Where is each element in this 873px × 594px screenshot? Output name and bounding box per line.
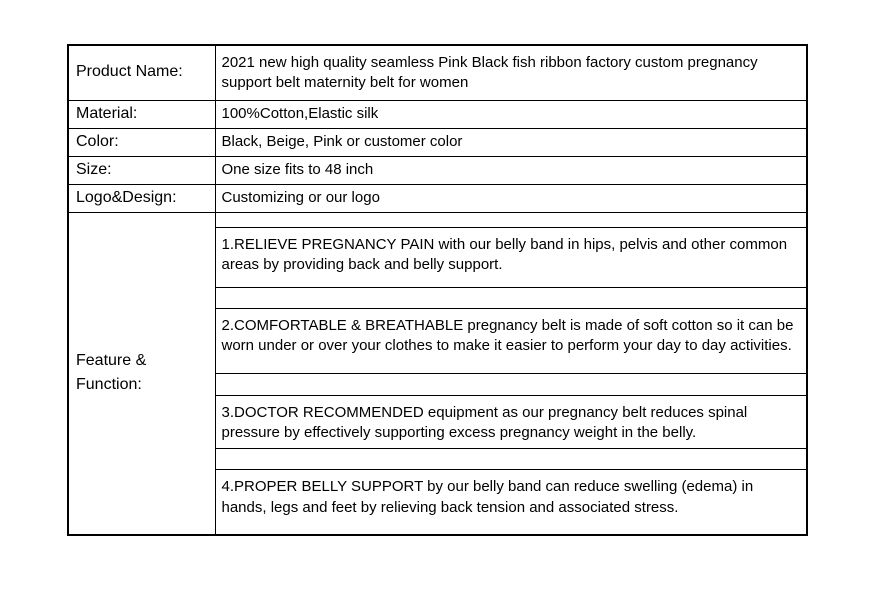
table-row-material bbox=[68, 100, 807, 128]
color-value: Black, Beige, Pink or customer color bbox=[215, 128, 807, 156]
table-row-color bbox=[68, 128, 807, 156]
spacer-cell bbox=[215, 448, 807, 469]
table-row-size bbox=[68, 156, 807, 184]
table-row-logo-design bbox=[68, 184, 807, 212]
size-value: One size fits to 48 inch bbox=[215, 156, 807, 184]
color-label: Color: bbox=[68, 128, 215, 156]
feature-item-4: 4.PROPER BELLY SUPPORT by our belly band can reduce swelling (edema) in hands, legs and feet by relieving back tension and associated stress. bbox=[215, 469, 807, 535]
feature-function-label: Feature & Function: bbox=[76, 351, 147, 394]
material-value: 100%Cotton,Elastic silk bbox=[215, 100, 807, 128]
feature-function-label-cell bbox=[68, 212, 215, 535]
feature-item-3: 3.DOCTOR RECOMMENDED equipment as our pregnancy belt reduces spinal pressure by effectively supporting excess pregnancy weight in the belly. bbox=[215, 395, 807, 448]
spacer-row bbox=[68, 212, 807, 227]
table-row-product-name bbox=[68, 45, 807, 100]
material-label: Material: bbox=[68, 100, 215, 128]
product-name-value: 2021 new high quality seamless Pink Black fish ribbon factory custom pregnancy support belt maternity belt for women bbox=[215, 45, 807, 100]
product-name-label: Product Name: bbox=[68, 45, 215, 100]
feature-item-2: 2.COMFORTABLE & BREATHABLE pregnancy belt is made of soft cotton so it can be worn under or over your clothes to make it easier to perform your day to day activities. bbox=[215, 308, 807, 373]
spacer-cell bbox=[215, 212, 807, 227]
size-label: Size: bbox=[68, 156, 215, 184]
spacer-cell bbox=[215, 287, 807, 308]
logo-design-value: Customizing or our logo bbox=[215, 184, 807, 212]
feature-item-1: 1.RELIEVE PREGNANCY PAIN with our belly band in hips, pelvis and other common areas by providing back and belly support. bbox=[215, 227, 807, 287]
logo-design-label: Logo&Design: bbox=[68, 184, 215, 212]
product-spec-table bbox=[67, 44, 808, 536]
spacer-cell bbox=[215, 373, 807, 395]
